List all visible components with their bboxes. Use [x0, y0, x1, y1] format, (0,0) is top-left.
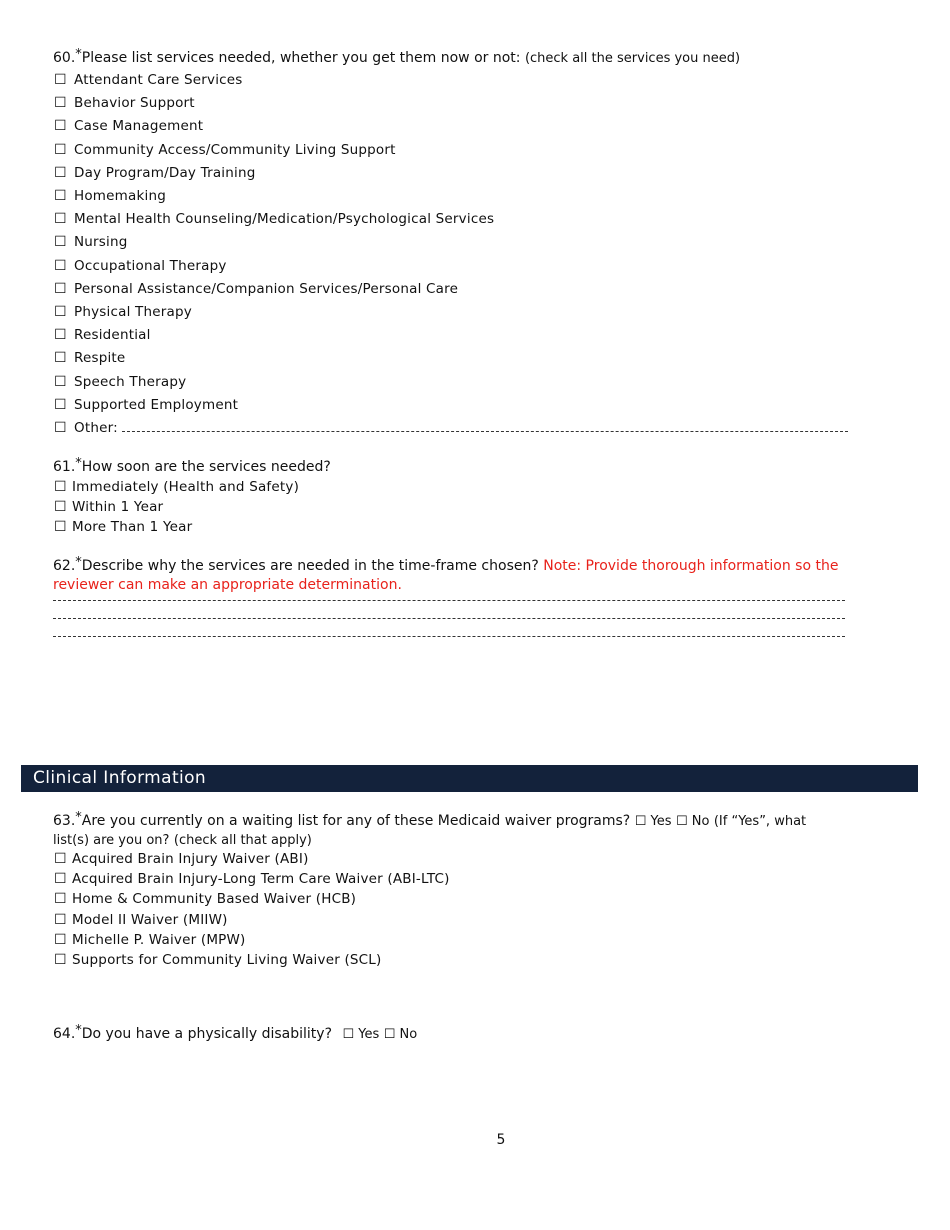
checkbox-option[interactable] [54, 373, 186, 391]
checkbox-option[interactable] [54, 478, 299, 496]
checkbox-option[interactable] [54, 187, 166, 205]
checkbox-option[interactable] [54, 210, 494, 228]
required-star: * [75, 456, 82, 471]
option-label: Speech Therapy [74, 373, 187, 390]
checkbox-icon[interactable]: ☐ [54, 373, 67, 390]
checkbox-icon[interactable]: ☐ [54, 304, 67, 320]
checkbox-option[interactable] [54, 303, 192, 321]
question-number: 60. [53, 50, 76, 66]
option-label: Personal Assistance/Companion Services/Personal Care [74, 280, 459, 297]
option-label: Community Access/Community Living Support [74, 141, 396, 158]
option-other[interactable] [54, 419, 848, 437]
checkbox-option[interactable] [54, 349, 125, 367]
required-star: * [75, 555, 82, 570]
checkbox-icon[interactable]: ☐ [54, 188, 67, 204]
option-label: Behavior Support [74, 95, 195, 112]
question-61 [53, 458, 331, 477]
option-label: Within 1 Year [72, 499, 164, 515]
checkbox-option[interactable] [54, 890, 356, 908]
checkbox-icon[interactable]: ☐ [54, 931, 67, 948]
other-input-line[interactable] [122, 419, 848, 432]
checkbox-icon[interactable]: ☐ [54, 519, 67, 535]
yes-checkbox[interactable]: ☐ Yes [634, 814, 672, 829]
question-text: Are you currently on a waiting list for any of these Medicaid waiver programs? [81, 813, 631, 829]
question-text: Please list services needed, whether you get them now or not: [81, 50, 521, 66]
question-number: 61. [53, 459, 76, 475]
option-label: Homemaking [74, 188, 166, 204]
answer-line[interactable] [53, 600, 845, 601]
checkbox-option[interactable] [54, 498, 163, 516]
checkbox-option[interactable] [54, 257, 227, 275]
option-label: Supported Employment [74, 396, 239, 413]
checkbox-icon[interactable]: ☐ [54, 280, 67, 297]
checkbox-option[interactable] [54, 117, 203, 135]
checkbox-icon[interactable]: ☐ [54, 891, 67, 908]
note-text: Note: Provide thorough information so the [543, 558, 839, 574]
question-number: 64. [53, 1026, 76, 1042]
other-label: Other: [74, 420, 118, 436]
option-label: Supports for Community Living Waiver (SCL) [72, 952, 382, 968]
option-label: Mental Health Counseling/Medication/Psychological Services [74, 211, 495, 228]
checkbox-icon[interactable]: ☐ [54, 871, 67, 888]
page-number: 5 [496, 1132, 506, 1148]
checkbox-option[interactable] [54, 911, 228, 929]
answer-line[interactable] [53, 618, 845, 619]
checkbox-icon[interactable]: ☐ [54, 234, 67, 251]
option-label: Attendant Care Services [74, 72, 243, 88]
no-checkbox[interactable]: ☐ No [383, 1027, 418, 1042]
checkbox-option[interactable] [54, 951, 382, 969]
answer-line[interactable] [53, 636, 845, 637]
checkbox-icon[interactable]: ☐ [54, 164, 67, 181]
question-60 [53, 49, 740, 68]
checkbox-icon[interactable]: ☐ [54, 396, 67, 413]
checkbox-option[interactable] [54, 71, 243, 89]
question-hint: (check all that apply) [173, 833, 312, 848]
checkbox-icon[interactable]: ☐ [54, 211, 67, 228]
checkbox-icon[interactable]: ☐ [54, 72, 67, 88]
option-label: Day Program/Day Training [74, 164, 256, 181]
checkbox-icon[interactable]: ☐ [54, 327, 67, 344]
question-64 [53, 1025, 417, 1044]
checkbox-icon[interactable]: ☐ [54, 95, 67, 112]
checkbox-icon[interactable]: ☐ [54, 851, 67, 867]
question-text: How soon are the services needed? [81, 459, 331, 475]
checkbox-icon[interactable]: ☐ [54, 479, 67, 495]
question-text: Describe why the services are needed in the time-frame chosen? [81, 558, 539, 574]
question-number: 62. [53, 558, 76, 574]
question-text: Do you have a physically disability? [81, 1026, 332, 1042]
checkbox-icon[interactable]: ☐ [54, 420, 67, 436]
checkbox-option[interactable] [54, 518, 192, 536]
checkbox-icon[interactable]: ☐ [54, 499, 67, 515]
required-star: * [75, 1023, 82, 1038]
required-star: * [75, 47, 82, 62]
checkbox-icon[interactable]: ☐ [54, 141, 67, 158]
option-label: Nursing [74, 234, 128, 251]
option-label: Residential [74, 327, 151, 344]
checkbox-icon[interactable]: ☐ [54, 952, 67, 968]
section-header-clinical-information: Clinical Information [21, 765, 918, 792]
no-checkbox[interactable]: ☐ No [675, 814, 710, 829]
checkbox-option[interactable] [54, 94, 195, 112]
checkbox-option[interactable] [54, 164, 255, 182]
checkbox-icon[interactable]: ☐ [54, 257, 67, 274]
option-label: More Than 1 Year [72, 519, 193, 535]
note-text-continued: reviewer can make an appropriate determination. [53, 577, 402, 593]
checkbox-option[interactable] [54, 280, 458, 298]
option-label: Case Management [74, 118, 204, 135]
option-label: Physical Therapy [74, 304, 192, 320]
checkbox-option[interactable] [54, 233, 128, 251]
option-label: Home & Community Based Waiver (HCB) [72, 891, 357, 908]
followup-text-continued: list(s) are you on? [53, 833, 170, 848]
checkbox-option[interactable] [54, 326, 151, 344]
question-62 [53, 557, 893, 594]
checkbox-option[interactable] [54, 396, 238, 414]
option-label: Model II Waiver (MIIW) [72, 911, 228, 928]
option-label: Acquired Brain Injury-Long Term Care Waiver (ABI-LTC) [72, 871, 450, 888]
required-star: * [75, 810, 82, 825]
option-label: Occupational Therapy [74, 257, 227, 274]
checkbox-option[interactable] [54, 141, 396, 159]
option-label: Acquired Brain Injury Waiver (ABI) [72, 851, 309, 867]
checkbox-option[interactable] [54, 850, 309, 868]
question-number: 63. [53, 813, 76, 829]
yes-checkbox[interactable]: ☐ Yes [342, 1027, 380, 1042]
checkbox-option[interactable] [54, 931, 246, 949]
question-63 [53, 812, 873, 850]
option-label: Respite [74, 350, 126, 367]
question-hint: (check all the services you need) [524, 51, 741, 66]
option-label: Immediately (Health and Safety) [72, 479, 300, 495]
option-label: Michelle P. Waiver (MPW) [72, 931, 246, 948]
followup-text: (If “Yes”, what [713, 814, 807, 829]
checkbox-icon[interactable]: ☐ [54, 350, 67, 367]
checkbox-icon[interactable]: ☐ [54, 911, 67, 928]
checkbox-icon[interactable]: ☐ [54, 118, 67, 135]
checkbox-option[interactable] [54, 870, 450, 888]
